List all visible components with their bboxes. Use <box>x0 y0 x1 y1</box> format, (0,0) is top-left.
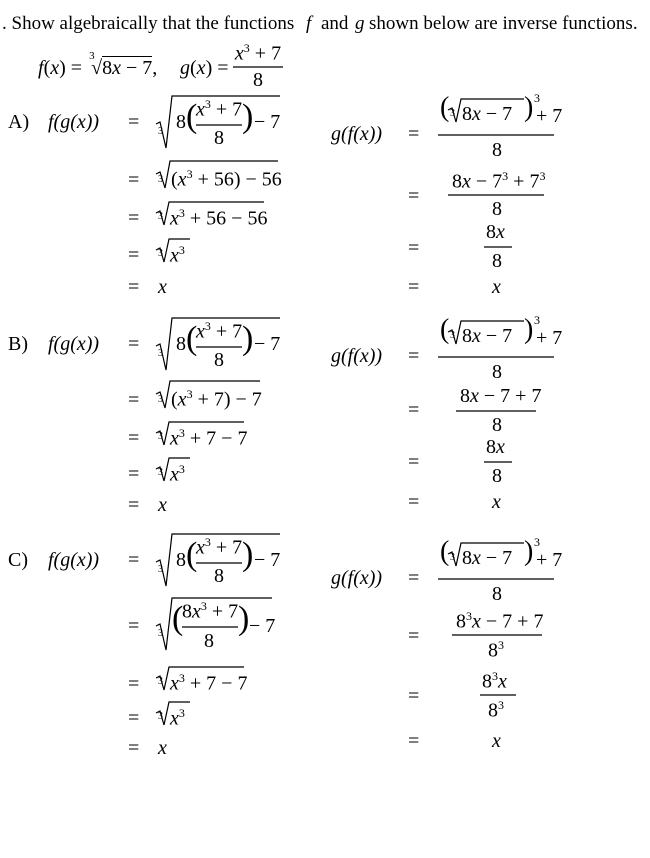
option-c-fg-lhs: f(g(x)) <box>48 549 100 571</box>
option-c-gf-lhs: g(f(x)) <box>331 567 383 589</box>
svg-text:3: 3 <box>158 348 163 359</box>
option-c-fg-eq-4: = <box>128 707 140 729</box>
g-def-fraction-bar <box>233 66 283 68</box>
option-a-fg-step-5: x <box>158 276 167 298</box>
svg-text:3: 3 <box>158 431 163 442</box>
option-b-fg-lhs: f(g(x)) <box>48 333 100 355</box>
option-a-fg-eq-2: = <box>128 169 140 191</box>
option-a-fg-eq-4: = <box>128 244 140 266</box>
prompt-f: f <box>306 13 312 34</box>
svg-text:3: 3 <box>158 211 163 222</box>
option-c-fg-step-5: x <box>158 737 167 759</box>
prompt-g: g <box>355 13 365 34</box>
option-c-fg-eq-1: = <box>128 549 140 571</box>
option-a-fg-eq-3: = <box>128 207 140 229</box>
option-a-gf-eq-2: = <box>408 185 420 207</box>
option-b-gf-eq-2: = <box>408 399 420 421</box>
svg-text:3: 3 <box>158 126 163 137</box>
svg-text:3: 3 <box>158 248 163 259</box>
option-b-gf-eq-3: = <box>408 451 420 473</box>
option-a-gf-eq-3: = <box>408 237 420 259</box>
svg-text:3: 3 <box>158 174 163 185</box>
option-a-fg-eq-1: = <box>128 111 140 133</box>
option-c-gf-eq-2: = <box>408 625 420 647</box>
option-b-fg-eq-2: = <box>128 389 140 411</box>
option-c-gf-eq-3: = <box>408 685 420 707</box>
option-c-fg-eq-5: = <box>128 737 140 759</box>
option-a-fg-lhs: f(g(x)) <box>48 111 100 133</box>
option-b-gf-step-4: x <box>492 491 501 513</box>
svg-text:3: 3 <box>158 711 163 722</box>
prompt-tail: shown below are inverse functions. <box>369 13 638 34</box>
option-a-gf-eq-1: = <box>408 123 420 145</box>
option-a-fg-eq-5: = <box>128 276 140 298</box>
svg-text:3: 3 <box>450 330 455 341</box>
option-b-fg-eq-1: = <box>128 333 140 355</box>
svg-text:3: 3 <box>158 676 163 687</box>
option-c-label: C) <box>8 549 28 571</box>
option-c-fg-eq-3: = <box>128 673 140 695</box>
option-c-gf-step-4: x <box>492 730 501 752</box>
svg-text:3: 3 <box>158 467 163 478</box>
option-c-gf-eq-4: = <box>408 730 420 752</box>
g-definition: g(x) = <box>180 57 229 79</box>
g-def-denominator: 8 <box>253 69 263 91</box>
prompt-lead: . Show algebraically that the functions <box>2 13 295 34</box>
option-b-fg-eq-3: = <box>128 427 140 449</box>
option-b-gf-eq-1: = <box>408 345 420 367</box>
svg-text:3: 3 <box>450 108 455 119</box>
option-a-gf-eq-4: = <box>408 276 420 298</box>
svg-text:3: 3 <box>158 564 163 575</box>
option-a-gf-lhs: g(f(x)) <box>331 123 383 145</box>
option-b-gf-eq-4: = <box>408 491 420 513</box>
prompt-and: and <box>321 13 349 34</box>
f-definition: f(x) = 3 √8x − 7, <box>38 50 158 79</box>
option-c-gf-eq-1: = <box>408 567 420 589</box>
option-a-gf-step-4: x <box>492 276 501 298</box>
svg-text:3: 3 <box>450 552 455 563</box>
svg-text:3: 3 <box>158 628 163 639</box>
option-b-fg-eq-5: = <box>128 494 140 516</box>
option-b-fg-eq-4: = <box>128 463 140 485</box>
option-b-fg-step-5: x <box>158 494 167 516</box>
option-c-fg-eq-2: = <box>128 615 140 637</box>
g-def-numerator: $x^3 + 7$ <box>234 41 282 65</box>
option-b-label: B) <box>8 333 28 355</box>
option-a-label: A) <box>8 111 30 133</box>
svg-text:3: 3 <box>158 394 163 405</box>
option-b-gf-lhs: g(f(x)) <box>331 345 383 367</box>
